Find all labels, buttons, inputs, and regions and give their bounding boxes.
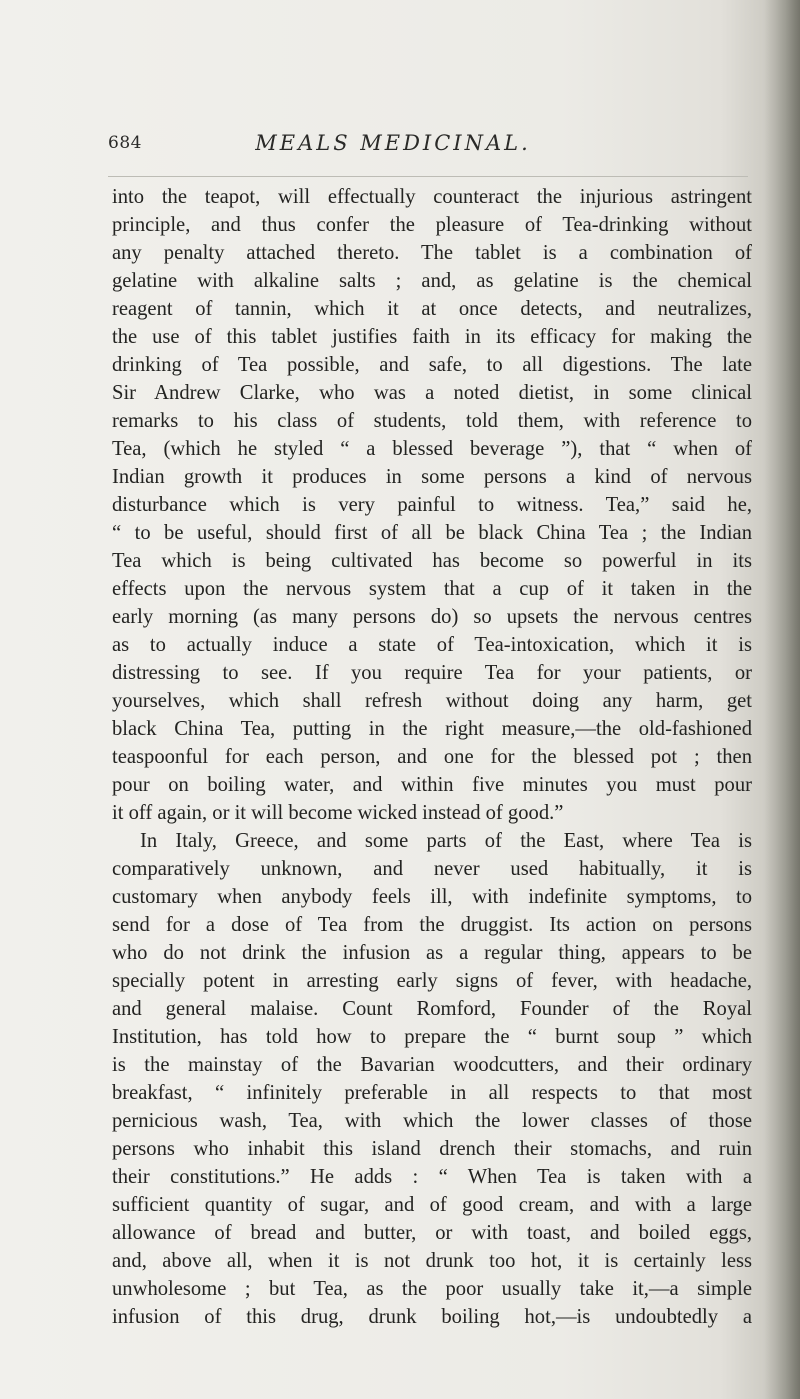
text-line: allowance of bread and butter, or with toast, and boiled eggs,	[112, 1222, 752, 1244]
text-line: their constitutions.” He adds : “ When Tea is taken with a	[112, 1166, 752, 1188]
text-line: breakfast, “ infinitely preferable in all respects to that most	[112, 1082, 752, 1104]
text-line: and, above all, when it is not drunk too hot, it is certainly less	[112, 1250, 752, 1272]
text-line: effects upon the nervous system that a cup of it taken in the	[112, 578, 752, 600]
text-line: teaspoonful for each person, and one for the blessed pot ; then	[112, 746, 752, 768]
header-rule	[108, 176, 748, 177]
running-head: MEALS MEDICINAL.	[255, 131, 531, 155]
text-line: unwholesome ; but Tea, as the poor usually take it,—a simple	[112, 1278, 752, 1300]
text-line: reagent of tannin, which it at once detects, and neutralizes,	[112, 298, 752, 320]
text-line: drinking of Tea possible, and safe, to all digestions. The late	[112, 354, 752, 376]
text-line: pour on boiling water, and within five minutes you must pour	[112, 774, 752, 796]
page-edge-shadow	[764, 0, 800, 1399]
page-header	[108, 133, 748, 169]
text-line: early morning (as many persons do) so upsets the nervous centres	[112, 606, 752, 628]
text-line: comparatively unknown, and never used habitually, it is	[112, 858, 752, 880]
text-line: infusion of this drug, drunk boiling hot,—is undoubtedly a	[112, 1306, 752, 1328]
text-line: principle, and thus confer the pleasure of Tea-drinking without	[112, 214, 752, 236]
text-line: remarks to his class of students, told them, with reference to	[112, 410, 752, 432]
body-text	[112, 183, 752, 1331]
text-line: “ to be useful, should first of all be black China Tea ; the Indian	[112, 522, 752, 544]
text-line: persons who inhabit this island drench their stomachs, and ruin	[112, 1138, 752, 1160]
page-number: 684	[108, 133, 142, 153]
text-line: disturbance which is very painful to witness. Tea,” said he,	[112, 494, 752, 516]
text-line: Institution, has told how to prepare the “ burnt soup ” which	[112, 1026, 752, 1048]
text-line: who do not drink the infusion as a regular thing, appears to be	[112, 942, 752, 964]
text-line: yourselves, which shall refresh without doing any harm, get	[112, 690, 752, 712]
text-line: Indian growth it produces in some persons a kind of nervous	[112, 466, 752, 488]
text-line: gelatine with alkaline salts ; and, as gelatine is the chemical	[112, 270, 752, 292]
text-line: customary when anybody feels ill, with indefinite symptoms, to	[112, 886, 752, 908]
text-line: it off again, or it will become wicked instead of good.”	[112, 802, 564, 824]
text-line: distressing to see. If you require Tea for your patients, or	[112, 662, 752, 684]
text-line: is the mainstay of the Bavarian woodcutters, and their ordinary	[112, 1054, 752, 1076]
text-line: pernicious wash, Tea, with which the lower classes of those	[112, 1110, 752, 1132]
text-line: specially potent in arresting early signs of fever, with headache,	[112, 970, 752, 992]
text-line: the use of this tablet justifies faith in its efficacy for making the	[112, 326, 752, 348]
text-line: into the teapot, will effectually counteract the injurious astringent	[112, 186, 752, 208]
text-line: Sir Andrew Clarke, who was a noted dietist, in some clinical	[112, 382, 752, 404]
text-line: Tea which is being cultivated has become so powerful in its	[112, 550, 752, 572]
text-line: and general malaise. Count Romford, Founder of the Royal	[112, 998, 752, 1020]
text-line: black China Tea, putting in the right measure,—the old-fashioned	[112, 718, 752, 740]
text-line: Tea, (which he styled “ a blessed beverage ”), that “ when of	[112, 438, 752, 460]
text-line: any penalty attached thereto. The tablet is a combination of	[112, 242, 752, 264]
text-line: sufficient quantity of sugar, and of good cream, and with a large	[112, 1194, 752, 1216]
text-line: In Italy, Greece, and some parts of the East, where Tea is	[140, 830, 752, 852]
text-line: as to actually induce a state of Tea-intoxication, which it is	[112, 634, 752, 656]
text-line: send for a dose of Tea from the druggist. Its action on persons	[112, 914, 752, 936]
